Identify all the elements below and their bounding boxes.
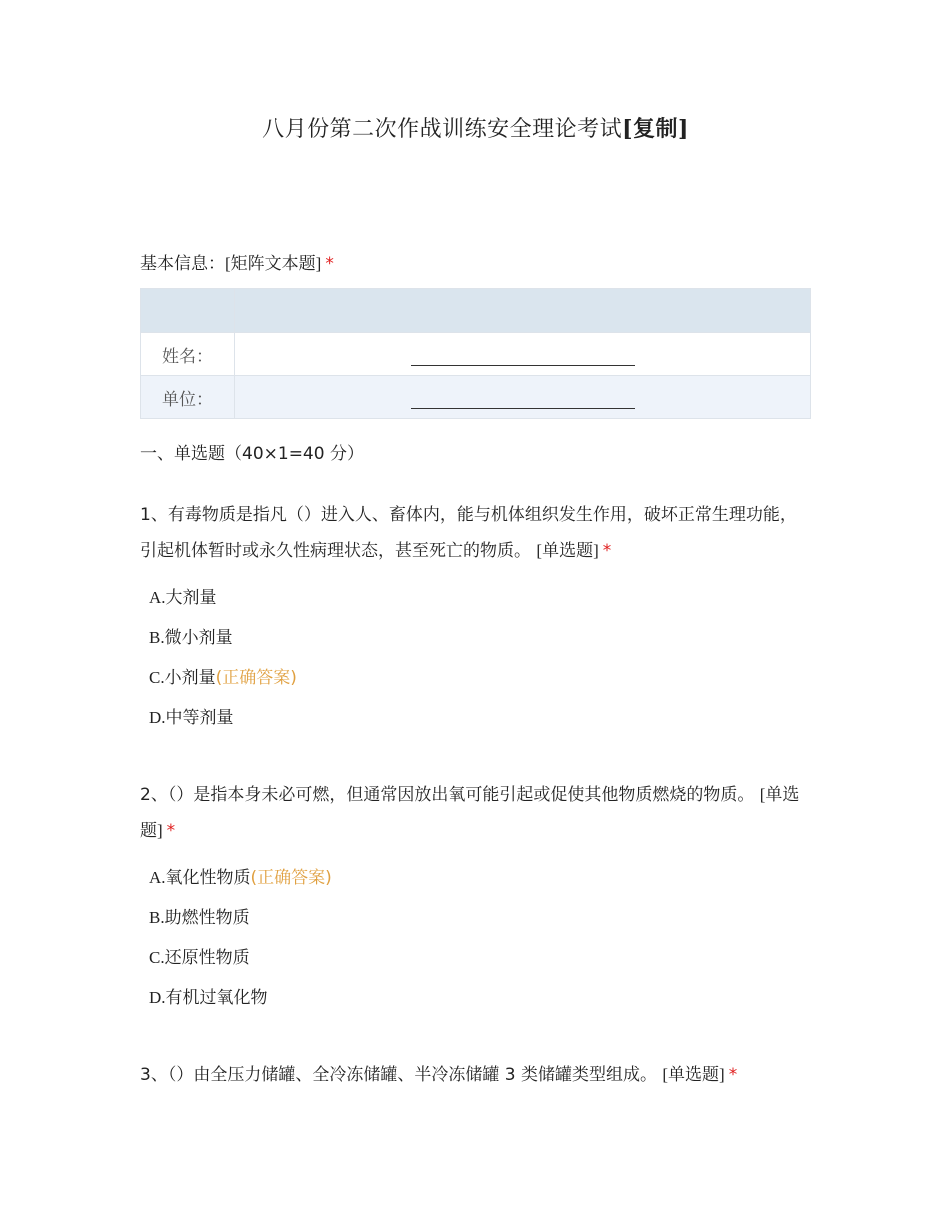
title-main: 八月份第二次作战训练安全理论考试 <box>262 117 623 142</box>
page-title <box>140 112 811 143</box>
option-item[interactable]: C.还原性物质 <box>149 948 250 968</box>
required-mark: * <box>728 1065 738 1085</box>
table-row-name <box>141 333 811 376</box>
row-label-unit: 单位： <box>141 376 235 419</box>
table-row-unit <box>141 376 811 419</box>
question-type-tag: [单选题] <box>536 541 599 560</box>
required-mark: * <box>602 541 612 561</box>
unit-field-cell <box>235 376 811 419</box>
question-1-options <box>149 578 297 738</box>
correct-answer-note: (正确答案) <box>250 868 332 888</box>
table-header-cell <box>141 289 235 333</box>
basic-info-table <box>140 288 811 419</box>
table-header-row <box>141 289 811 333</box>
option-item[interactable]: A.氧化性物质(正确答案) <box>149 868 332 888</box>
question-type-tag: [单选题] <box>662 1065 725 1084</box>
question-text: 2、（）是指本身未必可燃，但通常因放出氧可能引起或促使其他物质燃烧的物质。 <box>140 785 755 805</box>
option-item[interactable]: D.中等剂量 <box>149 708 234 728</box>
question-2 <box>140 777 811 849</box>
required-mark: * <box>166 821 176 841</box>
required-mark: * <box>325 254 334 274</box>
basic-info-label <box>140 252 334 276</box>
table-header-cell <box>235 289 811 333</box>
basic-info-type-tag: [矩阵文本题] <box>225 254 322 273</box>
question-2-options <box>149 858 332 1018</box>
option-item[interactable]: B.助燃性物质 <box>149 908 250 928</box>
name-field-cell <box>235 333 811 376</box>
option-item[interactable]: D.有机过氧化物 <box>149 988 268 1008</box>
option-item[interactable]: A.大剂量 <box>149 588 217 608</box>
question-text: 1、有毒物质是指凡（）进入人、畜体内，能与机体组织发生作用，破坏正常生理功能，引起机体暂时或永久性病理状态，甚至死亡的物质。 <box>140 505 797 561</box>
option-item[interactable]: C.小剂量(正确答案) <box>149 668 297 688</box>
row-label-name: 姓名： <box>141 333 235 376</box>
section-heading: 一、单选题（40×1=40 分） <box>140 444 364 464</box>
unit-input-line[interactable] <box>411 390 635 409</box>
option-item[interactable]: B.微小剂量 <box>149 628 233 648</box>
question-type-tag: [单选题] <box>140 785 800 840</box>
question-3 <box>140 1057 811 1093</box>
question-1 <box>140 497 811 569</box>
name-input-line[interactable] <box>411 347 635 366</box>
question-text: 3、（）由全压力储罐、全冷冻储罐、半冷冻储罐 3 类储罐类型组成。 <box>140 1065 657 1085</box>
basic-info-text: 基本信息： <box>140 254 225 274</box>
title-suffix: [复制] <box>622 116 689 142</box>
correct-answer-note: (正确答案) <box>215 668 297 688</box>
